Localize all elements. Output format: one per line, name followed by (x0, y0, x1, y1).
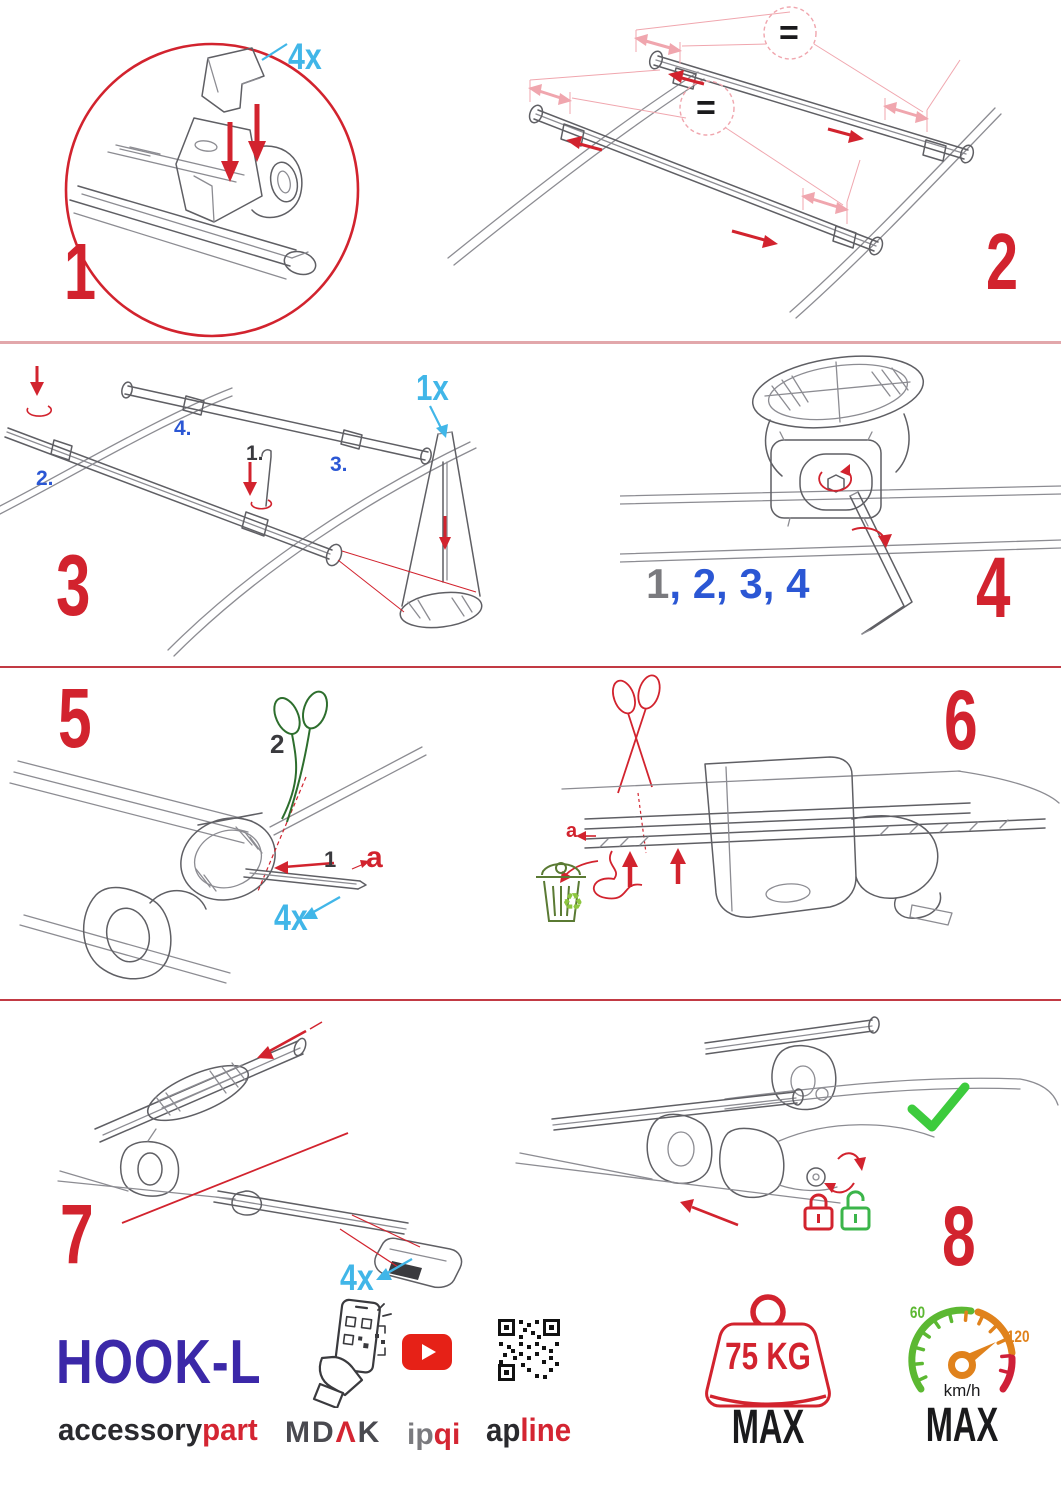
max-speed-label: MAX (925, 1399, 999, 1452)
step-5-ref-label: a (366, 841, 383, 874)
step-2-illustration (430, 0, 1061, 341)
qr-code (497, 1318, 561, 1382)
step-1-number: 1 (64, 227, 97, 316)
step-8-number: 8 (942, 1189, 976, 1283)
mdak-md: MD (285, 1416, 336, 1449)
recycle-icon: ♻ (562, 889, 584, 916)
brand-black-part: accessory (58, 1412, 203, 1447)
youtube-icon (402, 1334, 452, 1370)
apline-logo (486, 1414, 571, 1446)
ipqi-red: qi (433, 1418, 461, 1451)
mdak-logo (285, 1418, 381, 1448)
step-3-order-1: 1. (246, 442, 264, 465)
section-divider-2 (0, 666, 1061, 668)
step-8 (500, 1001, 1061, 1301)
step-5-insert-label: 1 (324, 847, 337, 872)
ipqi-logo (407, 1420, 460, 1450)
step-6 (500, 669, 1061, 999)
step-5-number: 5 (58, 671, 92, 765)
step-6-number: 6 (944, 673, 978, 767)
step-4-sequence (646, 560, 809, 608)
product-name: HOOK-L (56, 1328, 262, 1397)
footer (0, 1290, 1061, 1500)
step-2-equal-top: = (779, 14, 799, 52)
step-8-illustration (500, 1001, 1061, 1301)
speed-120-label: 120 (1006, 1327, 1030, 1346)
max-weight-value: 75 KG (725, 1336, 811, 1378)
step-5-cut-label: 2 (270, 729, 285, 759)
step-2-equal-mid: = (696, 89, 716, 127)
step-3 (0, 344, 530, 666)
apline-dark: ap (486, 1412, 521, 1448)
step-7-qty-label: 4x (340, 1257, 374, 1298)
step-4-seq-rest: , 2, 3, 4 (669, 560, 810, 607)
step-2-number: 2 (986, 217, 1019, 306)
step-1-qty-label: 4x (288, 36, 322, 77)
step-6-ref-label: a (566, 820, 578, 842)
step-3-order-2: 2. (36, 467, 54, 490)
brand-logo (58, 1414, 258, 1445)
ipqi-gray: ip (407, 1418, 434, 1451)
speed-unit-label: km/h (943, 1381, 981, 1400)
speed-60-label: 60 (909, 1303, 926, 1322)
mdak-caret: Λ (335, 1416, 358, 1449)
step-4 (620, 344, 1061, 666)
max-weight-label: MAX (731, 1401, 805, 1454)
mdak-k: K (357, 1416, 382, 1449)
step-3-order-3: 3. (330, 453, 348, 476)
step-3-qty-label: 1x (416, 367, 449, 408)
step-1 (0, 0, 430, 341)
step-5 (0, 669, 530, 999)
step-7 (0, 1001, 530, 1301)
step-7-number: 7 (60, 1187, 94, 1281)
step-4-number: 4 (976, 540, 1011, 636)
brand-red-part: part (202, 1412, 258, 1447)
step-5-qty-label: 4x (274, 897, 308, 938)
apline-red: line (520, 1412, 572, 1448)
step-3-order-4: 4. (174, 417, 192, 440)
step-3-number: 3 (56, 538, 91, 634)
scan-qr-phone-icon (312, 1296, 392, 1408)
step-2 (430, 0, 1061, 341)
step-4-seq-first: 1 (646, 560, 670, 607)
